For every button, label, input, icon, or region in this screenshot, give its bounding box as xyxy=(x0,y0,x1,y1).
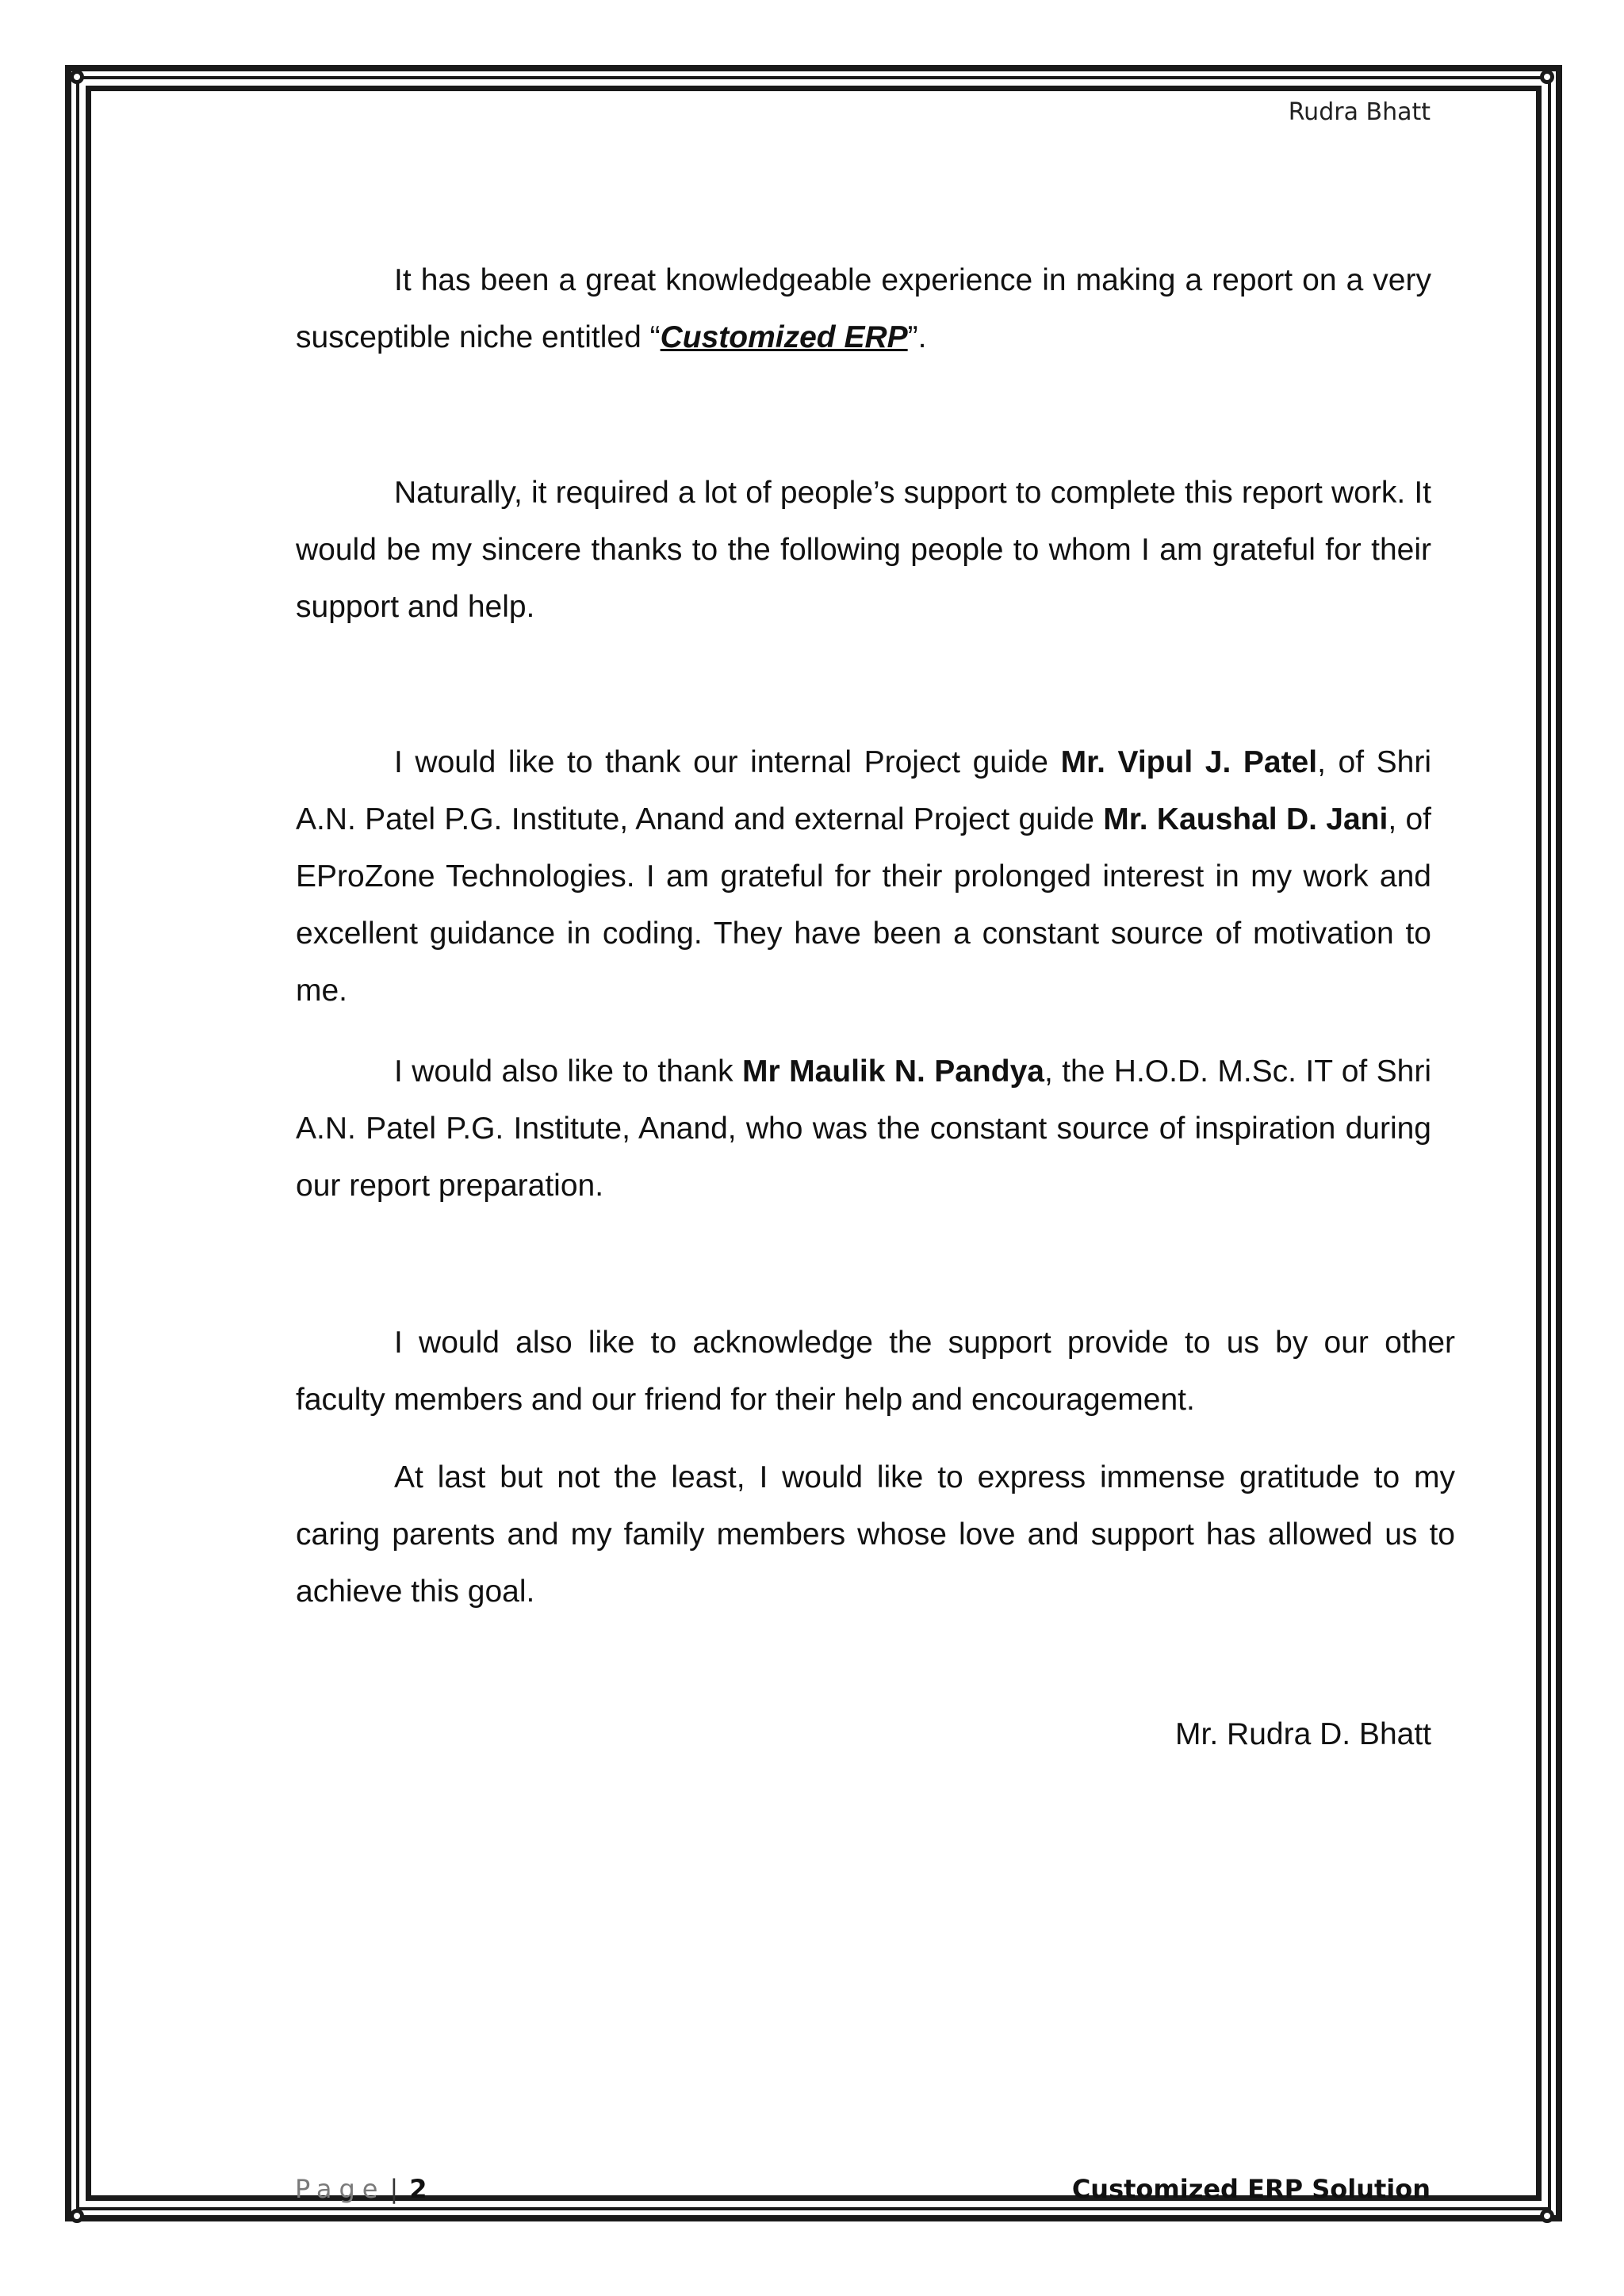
guides-text-2: , of Shri A.N. Patel P.G. Institute, Anand and external Project guide xyxy=(296,745,1431,836)
footer-page-number xyxy=(295,2174,427,2204)
hod-text-1: I would also like to thank xyxy=(394,1054,743,1089)
report-title-emphasis: Customized ERP xyxy=(660,320,908,354)
hod-text-2: , the H.O.D. M.Sc. IT of Shri A.N. Patel P.G. Institute, Anand, who was the constant source of inspiration during our report preparation. xyxy=(296,1054,1432,1203)
signature: Mr. Rudra D. Bhatt xyxy=(1175,1717,1431,1751)
page-number: 2 xyxy=(409,2174,427,2204)
footer-separator: | xyxy=(389,2174,399,2204)
hod-name: Mr Maulik N. Pandya xyxy=(742,1054,1044,1089)
corner-ornament-bottom-right xyxy=(1540,2209,1554,2223)
paragraph-faculty xyxy=(296,1314,1455,1429)
external-guide-name: Mr. Kaushal D. Jani xyxy=(1103,802,1388,836)
faculty-text: I would also like to acknowledge the support provide to us by our other faculty members and our friend for their help and encouragement. xyxy=(296,1326,1455,1417)
header-author: Rudra Bhatt xyxy=(1288,98,1431,126)
footer-doc-title: Customized ERP Solution xyxy=(1071,2174,1431,2204)
corner-ornament-bottom-left xyxy=(70,2209,84,2223)
support-text: Naturally, it required a lot of people’s support to complete this report work. It would be my sincere thanks to the following people to whom I am grateful for their support and help. xyxy=(296,476,1431,624)
paragraph-hod xyxy=(296,1043,1431,1215)
guides-text-1: I would like to thank our internal Project guide xyxy=(394,745,1061,779)
paragraph-parents xyxy=(296,1449,1455,1621)
corner-ornament-top-left xyxy=(70,70,84,84)
corner-ornament-top-right xyxy=(1540,70,1554,84)
paragraph-guides xyxy=(296,734,1431,1020)
guides-text-3: , of EProZone Technologies. I am grateful for their prolonged interest in my work and excellent guidance in coding. They have been a constant source of motivation to me. xyxy=(296,802,1432,1008)
internal-guide-name: Mr. Vipul J. Patel xyxy=(1060,745,1318,779)
paragraph-intro xyxy=(296,252,1431,366)
paragraph-support xyxy=(296,465,1431,636)
intro-text: It has been a great knowledgeable experience in making a report on a very susceptible niche entitled “ xyxy=(296,263,1431,354)
footer-page-label: Page xyxy=(295,2174,385,2204)
intro-text-end: ”. xyxy=(907,320,927,354)
parents-text: At last but not the least, I would like to express immense gratitude to my caring parents and my family members whose love and support has allowed us to achieve this goal. xyxy=(296,1460,1455,1609)
